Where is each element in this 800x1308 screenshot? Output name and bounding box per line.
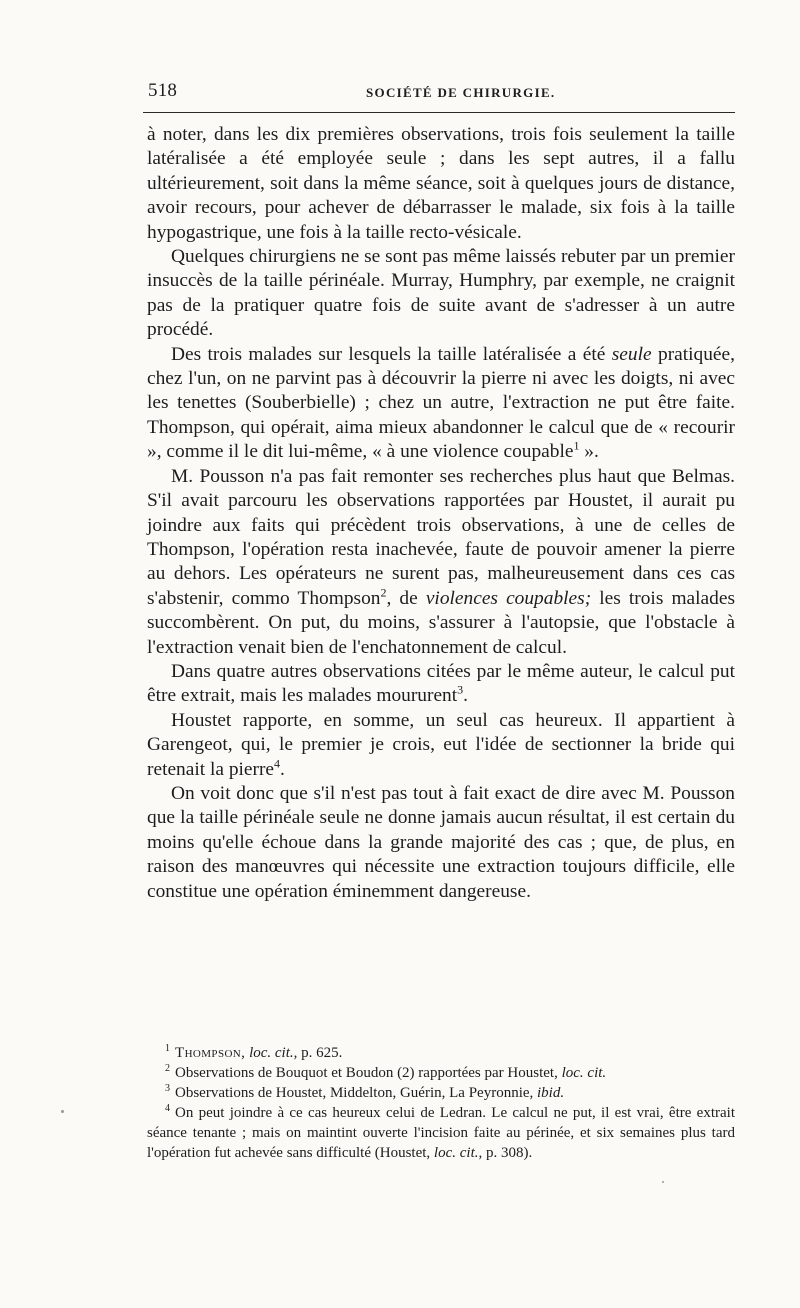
footnote-ref-1: 1: [573, 438, 580, 453]
page-header: [136, 74, 734, 102]
paragraph-5-text: Dans quatre autres observations citées par le même auteur, le calcul put être extrait, mais les malades moururent: [147, 660, 735, 707]
page-speck: [662, 1181, 664, 1183]
paragraph-4: [147, 465, 735, 660]
running-title: SOCIÉTÉ DE CHIRURGIE.: [366, 85, 556, 100]
footnote-text-end: , p. 308).: [478, 1145, 533, 1161]
footnote-text: Observations de Houstet, Middelton, Guérin, La Peyronnie,: [175, 1085, 538, 1101]
paragraph-4-italic: violences coupables;: [425, 587, 592, 609]
paragraph-3-italic: seule: [611, 343, 652, 365]
footnote-ref-4: 4: [274, 756, 281, 771]
footnote-mark: 3: [165, 1083, 170, 1094]
footnote-mark: 1: [165, 1043, 170, 1054]
footnote-4: [147, 1103, 735, 1163]
footnote-mark: 4: [165, 1103, 170, 1114]
footnote-italic: loc. cit.: [433, 1145, 479, 1161]
footnote-mark: 2: [165, 1063, 170, 1074]
paragraph-1: à noter, dans les dix premières observations, trois fois seulement la taille latéralisée a été employée seule ; dans les sept autres, il a fallu ultérieurement, soit dans la même séance, soit à quelques jours de distance, avoir recours, pour achever de débarrasser le malade, six fois à la taille hypogastrique, une fois à la taille recto-vésicale.: [147, 124, 735, 243]
footnote-ref-2: 2: [380, 585, 387, 600]
paragraph-4-text-middle: , de: [386, 587, 426, 609]
paragraph-6-text-end: .: [280, 758, 285, 780]
paragraph-5: [147, 660, 735, 709]
footnote-ref-3: 3: [457, 682, 464, 697]
footnotes: [147, 1043, 735, 1163]
paragraph-7: On voit donc que s'il n'est pas tout à fait exact de dire avec M. Pousson que la taille périnéale seule ne donne jamais aucun résultat, il est certain du moins qu'elle échoue dans la grande majorité des cas ; que, de plus, en raison des manœuvres qui nécessite une extraction toujours difficile, elle constitue une opération éminemment dangereuse.: [147, 782, 735, 902]
footnote-italic: ibid.: [537, 1085, 565, 1101]
paragraph-3: [147, 343, 735, 465]
footnote-text: Observations de Bouquot et Boudon (2) rapportées par Houstet,: [175, 1065, 562, 1081]
footnote-2: [147, 1063, 735, 1083]
footnote-text: On peut joindre à ce cas heureux celui de Ledran. Le calcul ne put, il est vrai, être extrait séance tenante ; mais on maintint ouverte l'incision faite au périnée, et six semaines plus tard l'opération fut achevée sans difficulté (Houstet,: [147, 1105, 735, 1161]
page-speck: [61, 1110, 64, 1113]
paragraph-3-text-after: pratiquée, chez l'un, on ne parvint pas à découvrir la pierre ni avec les doigts, ni avec les tenettes (Souberbielle) ; chez un autre, l'extraction ne put être faite. Thompson, qui opérait, aima mieux abandonner le calcul que de « recourir », comme il le dit lui-même, « à une violence coupable: [147, 343, 735, 463]
paragraph-5-text-end: .: [463, 685, 468, 707]
footnote-italic: loc. cit.: [561, 1065, 607, 1081]
footnote-italic: loc. cit.,: [245, 1045, 298, 1061]
footnote-1: [147, 1043, 735, 1063]
main-text: [147, 123, 735, 904]
paragraph-4-text-after: les trois malades succombèrent. On put, du moins, s'assurer à l'autopsie, que l'obstacle à l'extraction venait bien de l'enchatonnement de calcul.: [147, 587, 735, 658]
footnote-author: Thompson,: [175, 1045, 246, 1061]
paragraph-6: [147, 709, 735, 782]
footnote-3: [147, 1083, 735, 1103]
paragraph-4-text-before: M. Pousson n'a pas fait remonter ses recherches plus haut que Belmas. S'il avait parcouru les observations rapportées par Houstet, il aurait pu joindre aux faits qui précèdent trois observations, à une de celles de Thompson, l'opération resta inachevée, faute de pouvoir amener la pierre au dehors. Les opérateurs ne surent pas, malheureusement dans ces cas s'abstenir, commo Thompson: [147, 465, 735, 609]
paragraph-3-text-before: Des trois malades sur lesquels la taille latéralisée a été: [171, 343, 612, 365]
paragraph-3-text-end: ».: [579, 441, 599, 463]
footnote-text: p. 625.: [297, 1045, 343, 1061]
paragraph-6-text: Houstet rapporte, en somme, un seul cas heureux. Il appartient à Garengeot, qui, le premier je crois, eut l'idée de sectionner la bride qui retenait la pierre: [147, 709, 735, 780]
header-rule: [143, 112, 735, 113]
paragraph-2: Quelques chirurgiens ne se sont pas même laissés rebuter par un premier insuccès de la taille périnéale. Murray, Humphry, par exemple, ne craignit pas de la pratiquer quatre fois de suite avant de s'adresser à un autre procédé.: [147, 246, 735, 341]
page-number: 518: [148, 80, 178, 101]
